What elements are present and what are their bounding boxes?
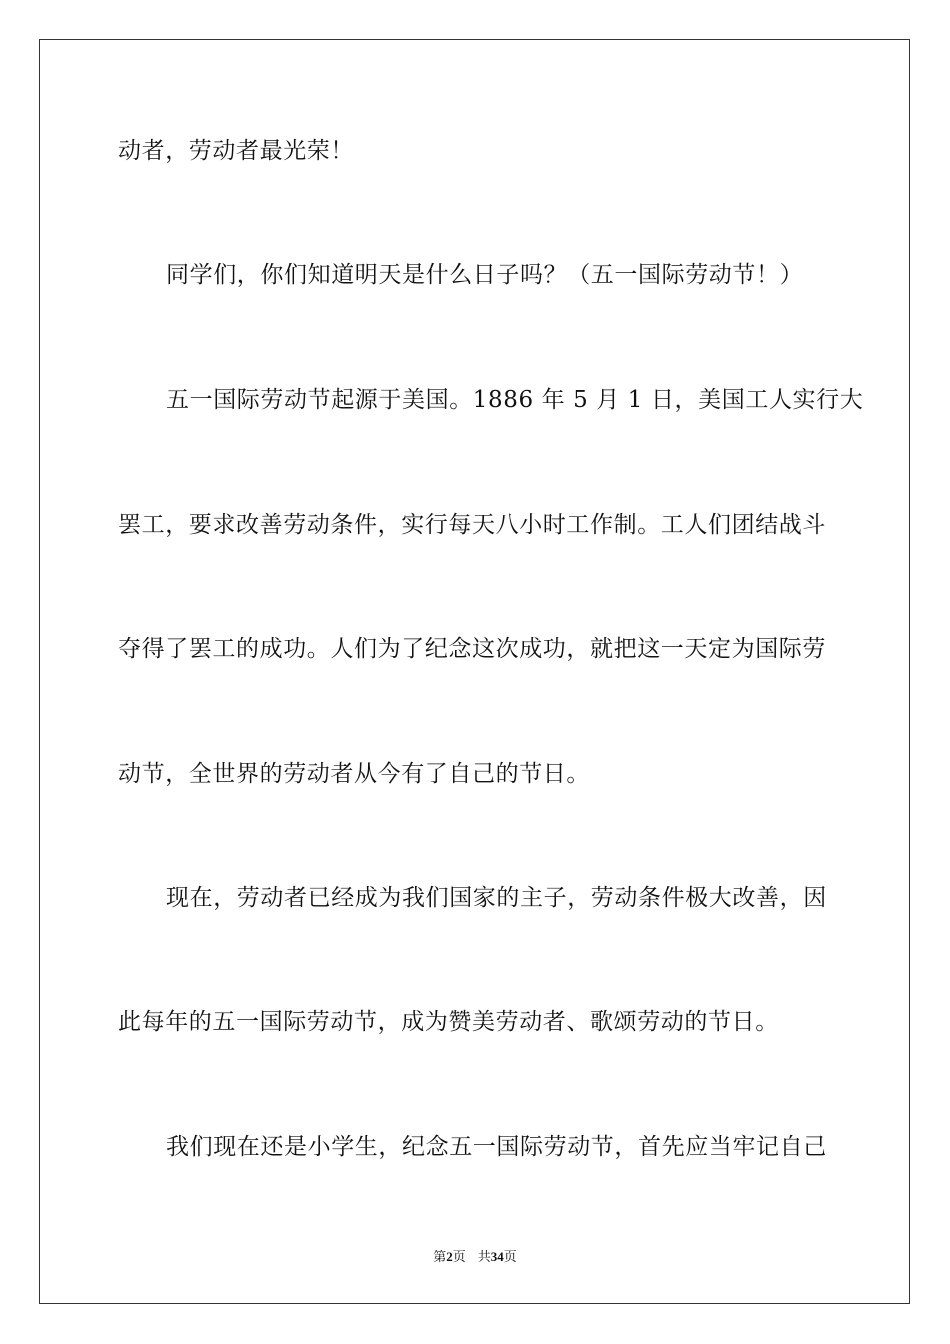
text-line-5: 夺得了罢工的成功。人们为了纪念这次成功，就把这一天定为国际劳 <box>118 636 826 662</box>
text-line-6: 动节，全世界的劳动者从今有了自己的节日。 <box>118 761 590 787</box>
footer-total-pages: 34 <box>490 1249 504 1264</box>
footer-page-number: 2 <box>446 1249 453 1264</box>
footer-total-suffix: 页 <box>503 1249 517 1264</box>
footer-total-prefix: 共 <box>477 1249 491 1264</box>
footer-page-suffix: 页 <box>452 1249 466 1264</box>
text-line-3: 五一国际劳动节起源于美国。1886 年 5 月 1 日，美国工人实行大 <box>166 387 864 413</box>
page-border <box>39 39 910 1304</box>
page-footer <box>0 1248 950 1266</box>
text-line-8: 此每年的五一国际劳动节，成为赞美劳动者、歌颂劳动的节日。 <box>118 1009 779 1035</box>
text-line-9: 我们现在还是小学生，纪念五一国际劳动节，首先应当牢记自己 <box>166 1134 827 1160</box>
text-line-7: 现在，劳动者已经成为我们国家的主子，劳动条件极大改善，因 <box>166 885 827 911</box>
footer-page-prefix: 第 <box>433 1249 447 1264</box>
text-line-2: 同学们，你们知道明天是什么日子吗？（五一国际劳动节！） <box>166 262 804 288</box>
text-line-4: 罢工，要求改善劳动条件，实行每天八小时工作制。工人们团结战斗 <box>118 512 826 538</box>
text-line-1: 动者，劳动者最光荣！ <box>118 138 354 164</box>
